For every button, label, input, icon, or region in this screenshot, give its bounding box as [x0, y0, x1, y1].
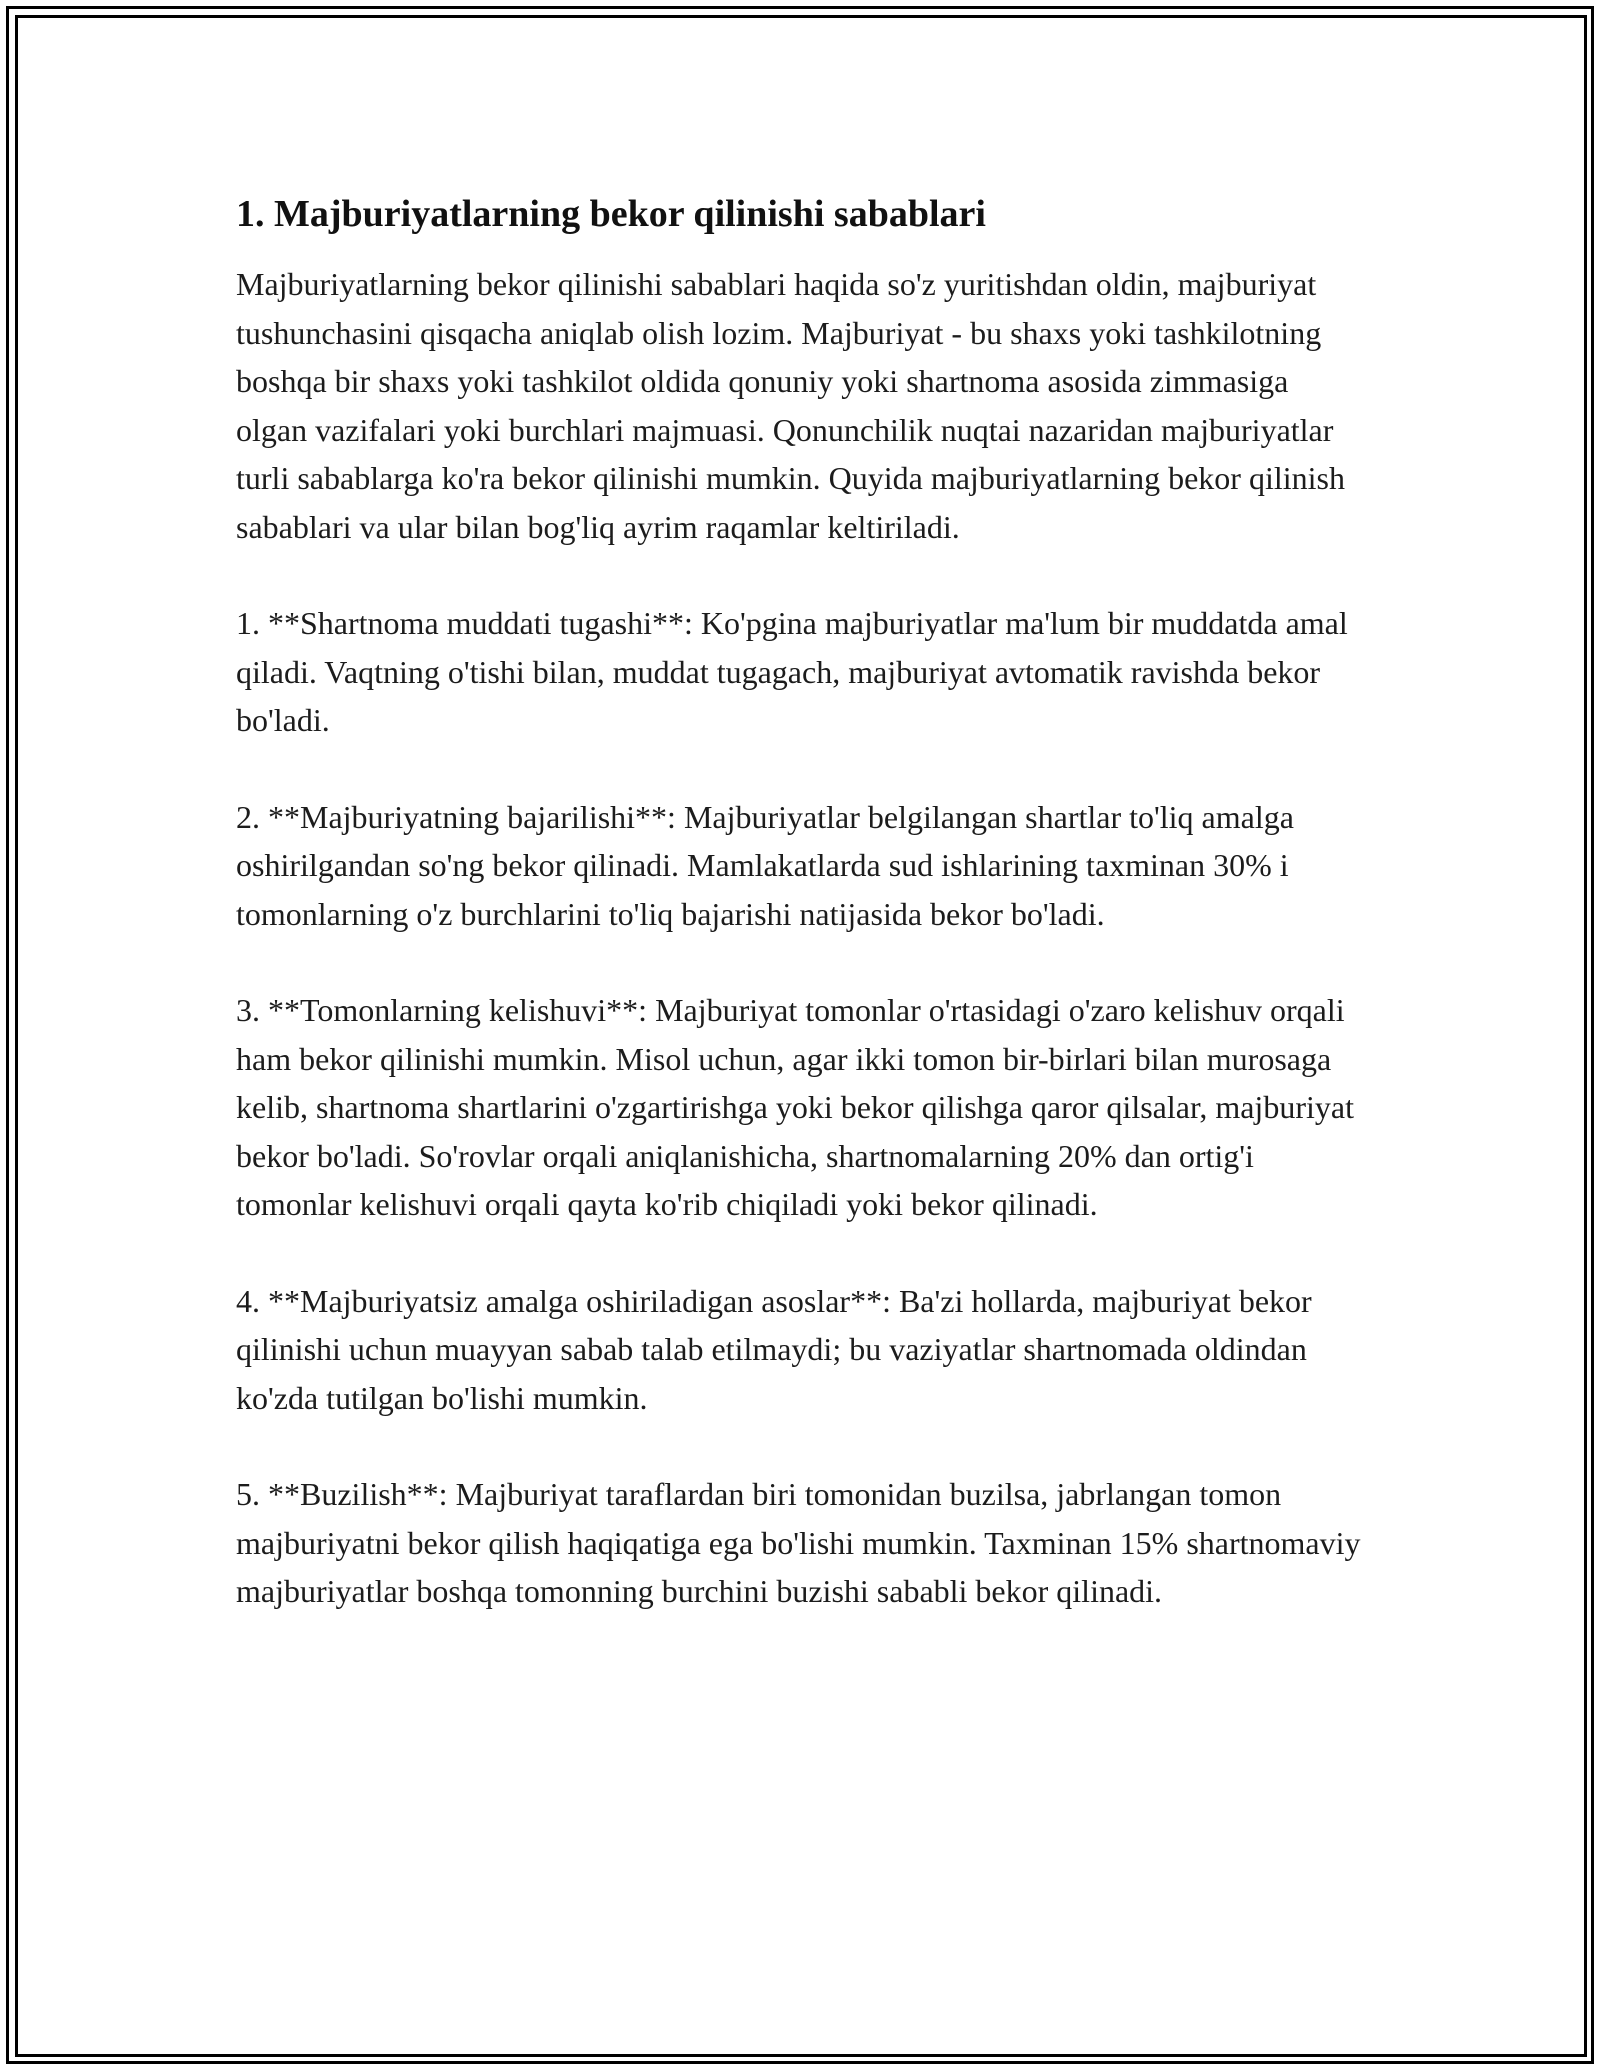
- document-body: [236, 188, 1366, 1664]
- list-item-2: 2. **Majburiyatning bajarilishi**: Majburiyatlar belgilangan shartlar to'liq amalga oshirilgandan so'ng bekor qilinadi. Mamlakatlarda sud ishlarining taxminan 30% i tomonlarning o'z burchlarini to'liq bajarishi natijasida bekor bo'ladi.: [236, 798, 1294, 932]
- list-item-1: 1. **Shartnoma muddati tugashi**: Ko'pgina majburiyatlar ma'lum bir muddatda amal qiladi. Vaqtning o'tishi bilan, muddat tugagach, majburiyat avtomatik ravishda bekor bo'ladi.: [236, 605, 1348, 738]
- section-heading: 1. Majburiyatlarning bekor qilinishi sabablari: [236, 193, 986, 235]
- list-item-5: 5. **Buzilish**: Majburiyat taraflardan biri tomonidan buzilsa, jabrlangan tomon majburiyatni bekor qilish haqiqatiga ega bo'lishi mumkin. Taxminan 15% shartnomaviy majburiyatlar boshqa tomonning burchini buzishi sababli bekor qilinadi.: [236, 1476, 1361, 1609]
- list-item-3: 3. **Tomonlarning kelishuvi**: Majburiyat tomonlar o'rtasidagi o'zaro kelishuv orqali ham bekor qilinishi mumkin. Misol uchun, agar ikki tomon bir-birlari bilan murosaga kelib, shartnoma shartlarini o'zgartirishga yoki bekor qilishga qaror qilsalar, majburiyat bekor bo'ladi. So'rovlar orqali aniqlanishicha, shartnomalarning 20% dan ortig'i tomonlar kelishuvi orqali qayta ko'rib chiqiladi yoki bekor qilinadi.: [236, 992, 1354, 1222]
- intro-paragraph: Majburiyatlarning bekor qilinishi sabablari haqida so'z yuritishdan oldin, majburiyat tushunchasini qisqacha aniqlab olish lozim. Majburiyat - bu shaxs yoki tashkilotning boshqa bir shaxs yoki tashkilot oldida qonuniy yoki shartnoma asosida zimmasiga olgan vazifalari yoki burchlari majmuasi. Qonunchilik nuqtai nazaridan majburiyatlar turli sabablarga ko'ra bekor qilinishi mumkin. Quyida majburiyatlarning bekor qilinish sabablari va ular bilan bog'liq ayrim raqamlar keltiriladi.: [236, 266, 1345, 545]
- list-item-4: 4. **Majburiyatsiz amalga oshiriladigan asoslar**: Ba'zi hollarda, majburiyat bekor qilinishi uchun muayyan sabab talab etilmaydi; bu vaziyatlar shartnomada oldindan ko'zda tutilgan bo'lishi mumkin.: [236, 1282, 1312, 1416]
